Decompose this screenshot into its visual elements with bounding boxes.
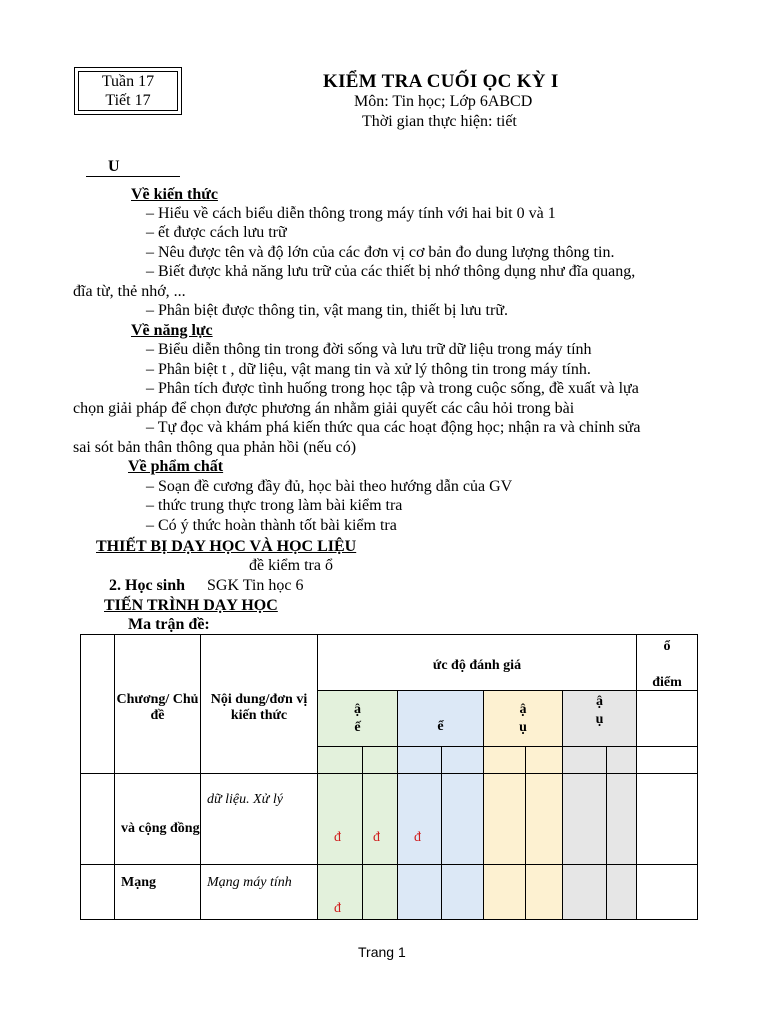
table-row bbox=[81, 865, 698, 920]
competence-item: – Tự đọc và khám phá kiến thức qua các hoạt động học; nhận ra và chỉnh sửa bbox=[146, 419, 641, 436]
level-3-line-a: ậ bbox=[519, 702, 527, 717]
assessment-matrix-table bbox=[80, 634, 698, 920]
table-cell bbox=[563, 774, 607, 865]
competence-item: – Phân biệt t , dữ liệu, vật mang tin và xử lý thông tin trong máy tính. bbox=[146, 361, 591, 378]
table-cell bbox=[526, 865, 563, 920]
table-cell-index bbox=[81, 774, 115, 865]
knowledge-item: – Nêu được tên và độ lớn của các đơn vị cơ bản đo dung lượng thông tin. bbox=[146, 244, 615, 261]
table-cell bbox=[363, 865, 398, 920]
table-subcell bbox=[363, 747, 398, 774]
quality-heading: Về phẩm chất bbox=[128, 458, 224, 475]
table-cell bbox=[484, 865, 526, 920]
competence-item-continued: sai sót bản thân thông qua phản hồi (nếu có) bbox=[73, 439, 357, 456]
quality-item: – thức trung thực trong làm bài kiểm tra bbox=[146, 497, 403, 514]
level-4-line-b: ụ bbox=[595, 712, 604, 727]
quality-item: – Soạn đề cương đầy đủ, học bài theo hướng dẫn của GV bbox=[146, 478, 513, 495]
table-cell-content: Mạng máy tính bbox=[201, 865, 318, 920]
total-label: điểm bbox=[652, 675, 682, 690]
table-header-level-2: ể bbox=[398, 691, 484, 747]
teacher-materials-line: đề kiểm tra ổ bbox=[249, 557, 333, 574]
process-heading: TIẾN TRÌNH DẠY HỌC bbox=[104, 597, 278, 614]
table-header-chapter: Chương/ Chủ đề bbox=[115, 635, 201, 774]
matrix-heading: Ma trận đề: bbox=[128, 616, 210, 633]
table-cell-index-header bbox=[81, 635, 115, 774]
table-cell bbox=[398, 865, 442, 920]
level-1-line-b: ế bbox=[354, 720, 361, 735]
knowledge-item: – ết được cách lưu trữ bbox=[146, 224, 287, 241]
level-4-line-a: ậ bbox=[596, 694, 603, 709]
table-header-total-bottom bbox=[637, 675, 698, 747]
table-header-content: Nội dung/đơn vị kiến thức bbox=[201, 635, 318, 774]
level-1-line-a: ậ bbox=[354, 702, 361, 717]
table-cell-content: dữ liệu. Xử lý bbox=[201, 774, 318, 865]
competence-heading: Về năng lực bbox=[131, 322, 213, 339]
page-number-footer: Trang 1 bbox=[358, 944, 406, 960]
table-cell bbox=[484, 774, 526, 865]
equipment-heading: THIẾT BỊ DẠY HỌC VÀ HỌC LIỆU bbox=[96, 538, 357, 555]
table-cell bbox=[607, 774, 637, 865]
exam-title: KIỂM TRA CUỐI ỌC KỲ I bbox=[323, 71, 559, 92]
table-subcell bbox=[442, 747, 484, 774]
table-subcell bbox=[607, 747, 637, 774]
student-materials: SGK Tin học 6 bbox=[207, 577, 304, 594]
duration-line: Thời gian thực hiện: tiết bbox=[362, 113, 517, 130]
table-cell-mark: đ bbox=[318, 774, 363, 865]
table-cell-chapter: và cộng đồng bbox=[115, 774, 201, 865]
table-header-level-4 bbox=[563, 691, 637, 747]
table-subcell bbox=[484, 747, 526, 774]
competence-item: – Biểu diễn thông tin trong đời sống và lưu trữ dữ liệu trong máy tính bbox=[146, 341, 592, 358]
quality-item: – Có ý thức hoàn thành tốt bài kiểm tra bbox=[146, 517, 397, 534]
knowledge-item: – Biết được khả năng lưu trữ của các thiết bị nhớ thông dụng như đĩa quang, bbox=[146, 263, 636, 280]
knowledge-item-continued: đĩa từ, thẻ nhớ, ... bbox=[73, 283, 186, 300]
table-subcell bbox=[637, 747, 698, 774]
knowledge-item: – Phân biệt được thông tin, vật mang tin, thiết bị lưu trữ. bbox=[146, 302, 508, 319]
week-period-inner-box bbox=[78, 71, 178, 111]
table-cell-index bbox=[81, 865, 115, 920]
table-subcell bbox=[318, 747, 363, 774]
table-cell-chapter: Mạng bbox=[115, 865, 201, 920]
level-3-line-b: ụ bbox=[519, 720, 527, 735]
knowledge-item: – Hiểu về cách biểu diễn thông trong máy tính với hai bit 0 và 1 bbox=[146, 205, 556, 222]
knowledge-heading: Về kiến thức bbox=[131, 186, 218, 203]
table-cell bbox=[442, 774, 484, 865]
competence-item-continued: chọn giải pháp để chọn được phương án nhằm giải quyết các câu hỏi trong bài bbox=[73, 400, 575, 417]
table-header-level: ức độ đánh giá bbox=[318, 635, 637, 691]
table-cell-mark: đ bbox=[363, 774, 398, 865]
period-label: Tiết 17 bbox=[105, 92, 151, 109]
table-cell bbox=[526, 774, 563, 865]
table-subcell bbox=[526, 747, 563, 774]
student-label: 2. Học sinh bbox=[109, 577, 186, 594]
subject-line: Môn: Tin học; Lớp 6ABCD bbox=[354, 93, 533, 110]
week-label: Tuần 17 bbox=[101, 73, 155, 90]
table-row bbox=[81, 774, 698, 865]
table-cell bbox=[637, 774, 698, 865]
table-cell bbox=[442, 865, 484, 920]
competence-item: – Phân tích được tình huống trong học tập và trong cuộc sống, đề xuất và lựa bbox=[146, 380, 639, 397]
table-cell bbox=[607, 865, 637, 920]
table-subcell bbox=[398, 747, 442, 774]
week-period-box bbox=[74, 67, 182, 115]
table-cell-mark: đ bbox=[318, 865, 363, 920]
table-header-total-top: ổ bbox=[637, 635, 698, 691]
table-cell-mark: đ bbox=[398, 774, 442, 865]
table-cell bbox=[563, 865, 607, 920]
table-header-level-1 bbox=[318, 691, 398, 747]
section-objectives-heading: U bbox=[108, 158, 120, 175]
table-cell bbox=[637, 865, 698, 920]
section-objectives-underline bbox=[86, 176, 180, 177]
table-header-level-3 bbox=[484, 691, 563, 747]
table-subcell bbox=[563, 747, 607, 774]
